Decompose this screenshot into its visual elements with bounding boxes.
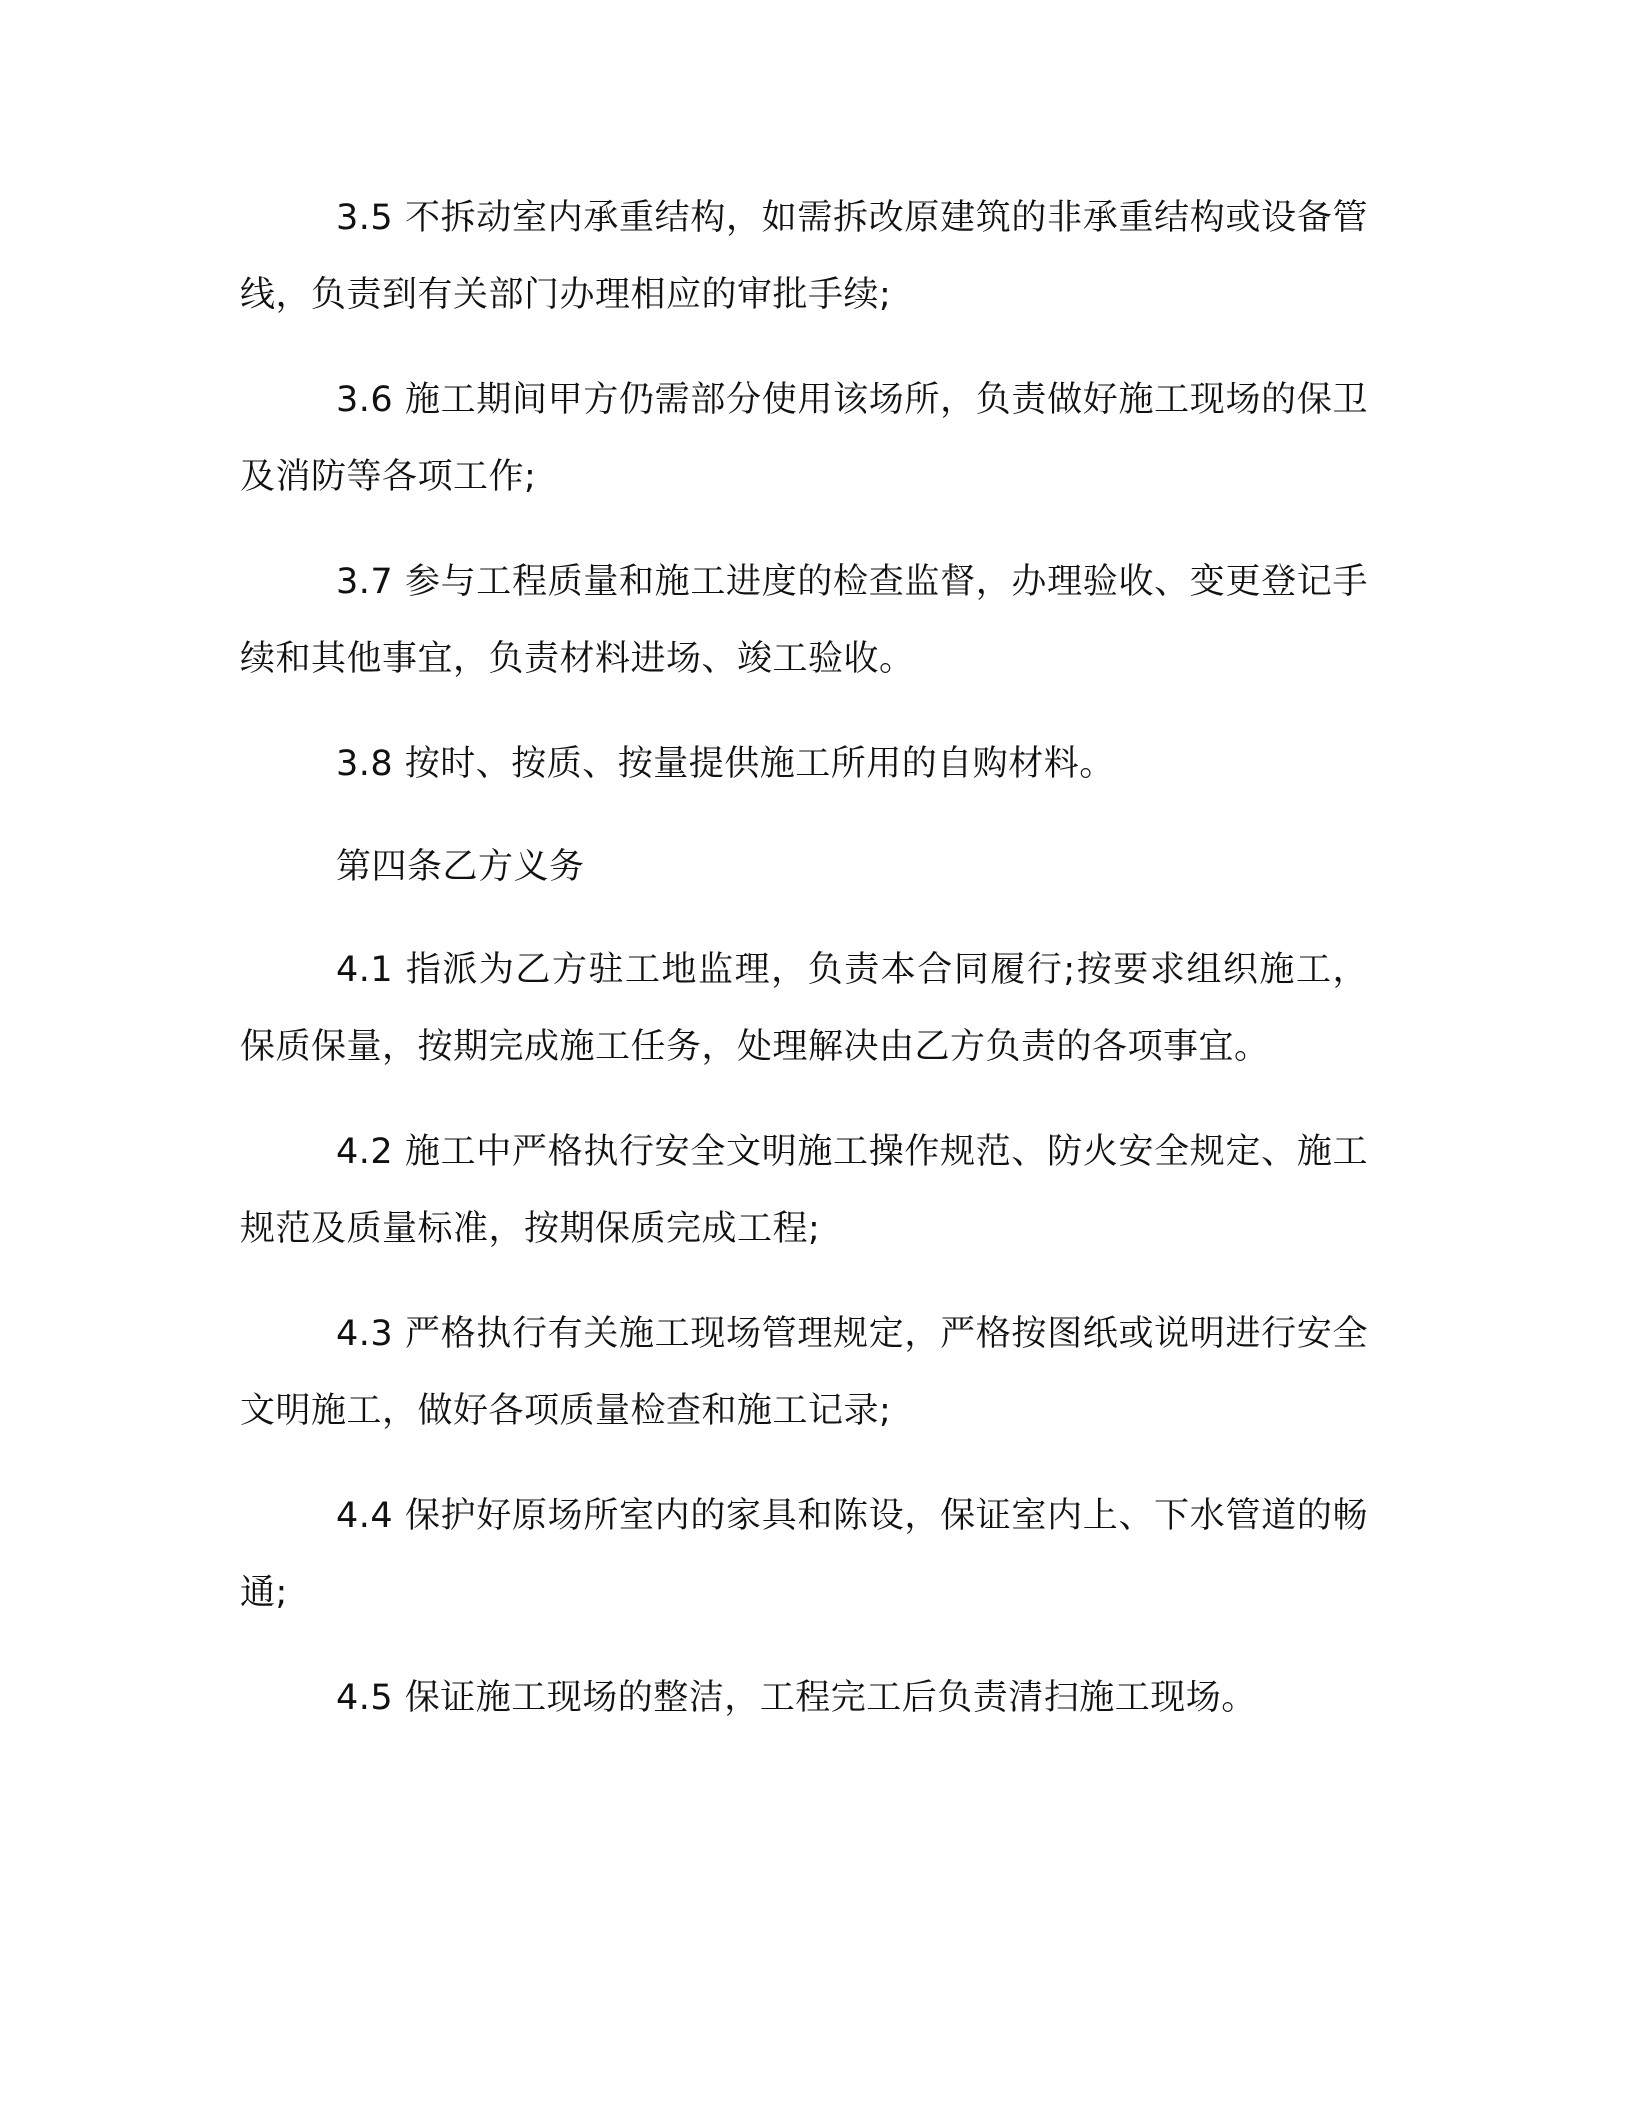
section-heading-article-4: 第四条乙方义务 (336, 847, 585, 887)
document-body (240, 180, 1368, 1763)
clause-3-6: 3.6 施工期间甲方仍需部分使用该场所，负责做好施工现场的保卫及消防等各项工作; (240, 380, 1368, 497)
clause-4-5: 4.5 保证施工现场的整洁，工程完工后负责清扫施工现场。 (336, 1678, 1257, 1718)
clause-4-1: 4.1 指派为乙方驻工地监理，负责本合同履行;按要求组织施工，保质保量，按期完成施工任务，处理解决由乙方负责的各项事宜。 (240, 950, 1368, 1067)
clause-4-4: 4.4 保护好原场所室内的家具和陈设，保证室内上、下水管道的畅通; (240, 1496, 1368, 1613)
clause-4-2: 4.2 施工中严格执行安全文明施工操作规范、防火安全规定、施工规范及质量标准，按期保质完成工程; (240, 1132, 1368, 1249)
clause-3-7: 3.7 参与工程质量和施工进度的检查监督，办理验收、变更登记手续和其他事宜，负责材料进场、竣工验收。 (240, 562, 1368, 679)
clause-4-3: 4.3 严格执行有关施工现场管理规定，严格按图纸或说明进行安全文明施工，做好各项质量检查和施工记录; (240, 1314, 1368, 1431)
clause-3-8: 3.8 按时、按质、按量提供施工所用的自购材料。 (336, 744, 1115, 784)
clause-3-5: 3.5 不拆动室内承重结构，如需拆改原建筑的非承重结构或设备管线，负责到有关部门办理相应的审批手续; (240, 198, 1368, 315)
